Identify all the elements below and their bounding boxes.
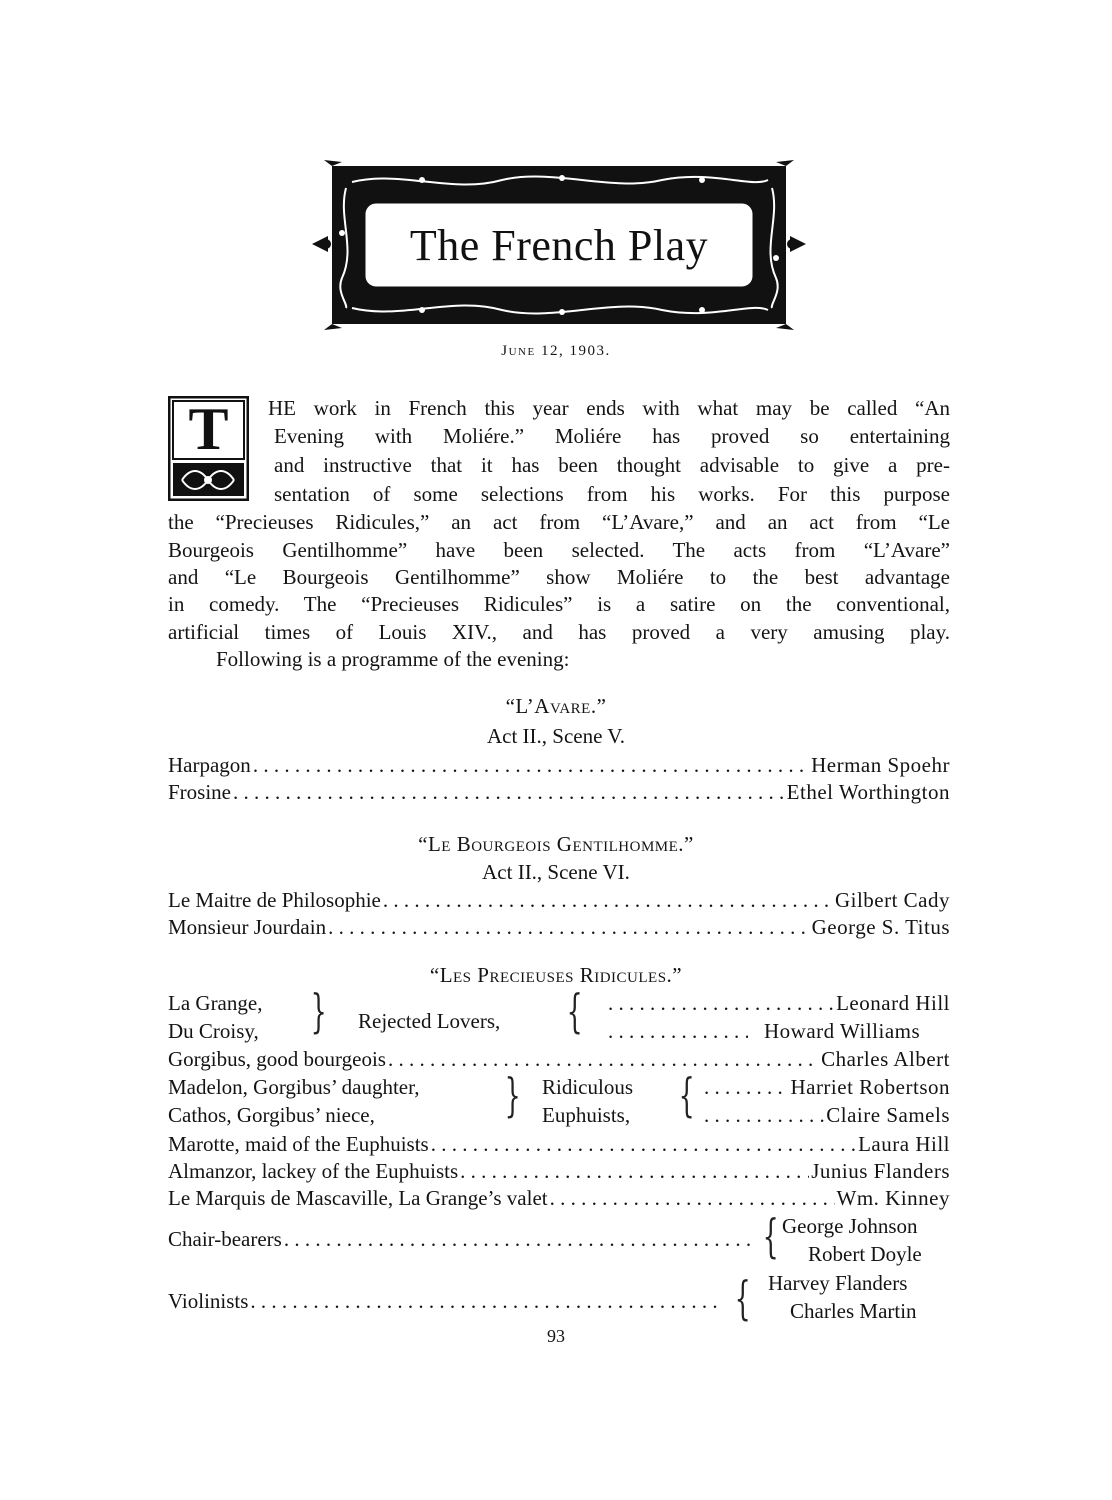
play-title-avare: “L’Avare.” xyxy=(505,694,607,718)
dot-leader xyxy=(460,1157,809,1185)
actor-name: Herman Spoehr xyxy=(811,753,950,777)
cast-row xyxy=(168,1130,950,1158)
group-label: Rejected Lovers, xyxy=(358,1009,501,1033)
intro-line: the “Precieuses Ridicules,” an act from “L’Avare,” and an act from “Le xyxy=(168,510,950,534)
intro-line: and “Le Bourgeois Gentilhomme” show Moliére to the best advantage xyxy=(168,565,950,589)
intro-line: HE work in French this year ends with what may be called “An xyxy=(268,396,950,420)
cast-row xyxy=(702,1101,950,1129)
cast-row xyxy=(606,1017,950,1045)
cast-row xyxy=(606,989,950,1017)
cast-row xyxy=(168,1157,950,1185)
right-brace: } xyxy=(310,984,327,1038)
role-name: Madelon, Gorgibus’ daughter, xyxy=(168,1075,420,1099)
role-name: Monsieur Jourdain xyxy=(168,915,327,939)
actor-name: Harvey Flanders xyxy=(768,1271,908,1295)
dot-leader xyxy=(233,778,785,806)
dot-leader xyxy=(284,1225,750,1253)
dot-leader xyxy=(550,1184,835,1212)
dot-leader xyxy=(608,1017,748,1045)
actor-name: George S. Titus xyxy=(811,915,950,939)
cast-row xyxy=(168,886,950,914)
cast-row xyxy=(168,1225,752,1253)
cast-row xyxy=(168,751,950,779)
play-title-bourgeois: “Le Bourgeois Gentilhomme.” xyxy=(418,832,694,856)
role-name: Harpagon xyxy=(168,753,251,777)
drop-cap xyxy=(168,396,249,501)
page-number: 93 xyxy=(547,1326,565,1346)
group-label: Ridiculous xyxy=(542,1075,634,1099)
actor-name: Howard Williams xyxy=(764,1019,921,1043)
date-line: June 12, 1903. xyxy=(501,343,611,359)
group-label: Euphuists, xyxy=(542,1103,631,1127)
dot-leader xyxy=(328,913,810,941)
role-name: Chair-bearers xyxy=(168,1227,282,1251)
drop-cap-letter: T xyxy=(188,396,229,462)
intro-line: in comedy. The “Precieuses Ridicules” is a satire on the conventional, xyxy=(168,592,950,616)
role-name: Frosine xyxy=(168,780,231,804)
intro-line: Bourgeois Gentilhomme” have been selected. The acts from “L’Avare” xyxy=(168,538,950,562)
actor-name: Junius Flanders xyxy=(811,1159,950,1183)
role-name: Le Maitre de Philosophie xyxy=(168,888,381,912)
role-name: Violinists xyxy=(168,1289,249,1313)
cast-row xyxy=(168,1184,950,1212)
intro-line: and instructive that it has been thought advisable to give a pre- xyxy=(274,453,950,477)
left-brace: { xyxy=(566,984,583,1038)
actor-name: George Johnson xyxy=(782,1214,918,1238)
actor-name: Gilbert Cady xyxy=(834,888,950,912)
actor-name: Claire Samels xyxy=(826,1103,950,1127)
actor-name: Charles Martin xyxy=(790,1299,917,1323)
actor-name: Ethel Worthington xyxy=(786,780,950,804)
role-name: Le Marquis de Mascaville, La Grange’s valet xyxy=(168,1186,548,1210)
act-scene-bourgeois: Act II., Scene VI. xyxy=(482,860,630,884)
role-name: Cathos, Gorgibus’ niece, xyxy=(168,1103,375,1127)
act-scene-avare: Act II., Scene V. xyxy=(486,724,626,748)
cast-row xyxy=(168,778,950,806)
actor-name: Charles Albert xyxy=(821,1047,950,1071)
dot-leader xyxy=(704,1101,824,1129)
actor-name: Wm. Kinney xyxy=(836,1186,950,1210)
dot-leader xyxy=(608,989,834,1017)
dot-leader xyxy=(388,1045,819,1073)
actor-name: Robert Doyle xyxy=(808,1242,922,1266)
cast-row xyxy=(168,913,950,941)
role-name: Du Croisy, xyxy=(168,1019,259,1043)
left-brace: { xyxy=(762,1209,779,1263)
cast-row xyxy=(702,1073,950,1101)
cast-row xyxy=(168,1287,724,1315)
left-brace: { xyxy=(734,1271,751,1325)
title-banner xyxy=(312,158,806,330)
actor-name: Harriet Robertson xyxy=(790,1075,950,1099)
intro-line: sentation of some selections from his works. For this purpose xyxy=(274,482,950,506)
page-title: The French Play xyxy=(409,220,709,270)
intro-line: Following is a programme of the evening: xyxy=(216,647,570,671)
role-name: La Grange, xyxy=(168,991,263,1015)
role-name: Gorgibus, good bourgeois xyxy=(168,1047,386,1071)
play-title-precieuses: “Les Precieuses Ridicules.” xyxy=(429,963,683,987)
actor-name: Laura Hill xyxy=(858,1132,950,1156)
dot-leader xyxy=(704,1073,788,1101)
right-brace: } xyxy=(504,1068,521,1122)
dot-leader xyxy=(383,886,833,914)
role-name: Marotte, maid of the Euphuists xyxy=(168,1132,429,1156)
left-brace: { xyxy=(678,1068,695,1122)
role-name: Almanzor, lackey of the Euphuists xyxy=(168,1159,459,1183)
intro-line: Evening with Moliére.” Moliére has proved so entertaining xyxy=(274,424,950,448)
dot-leader xyxy=(253,751,809,779)
actor-name: Leonard Hill xyxy=(836,991,950,1015)
dot-leader xyxy=(250,1287,722,1315)
cast-row xyxy=(168,1045,950,1073)
intro-line: artificial times of Louis XIV., and has proved a very amusing play. xyxy=(168,620,950,644)
dot-leader xyxy=(431,1130,856,1158)
